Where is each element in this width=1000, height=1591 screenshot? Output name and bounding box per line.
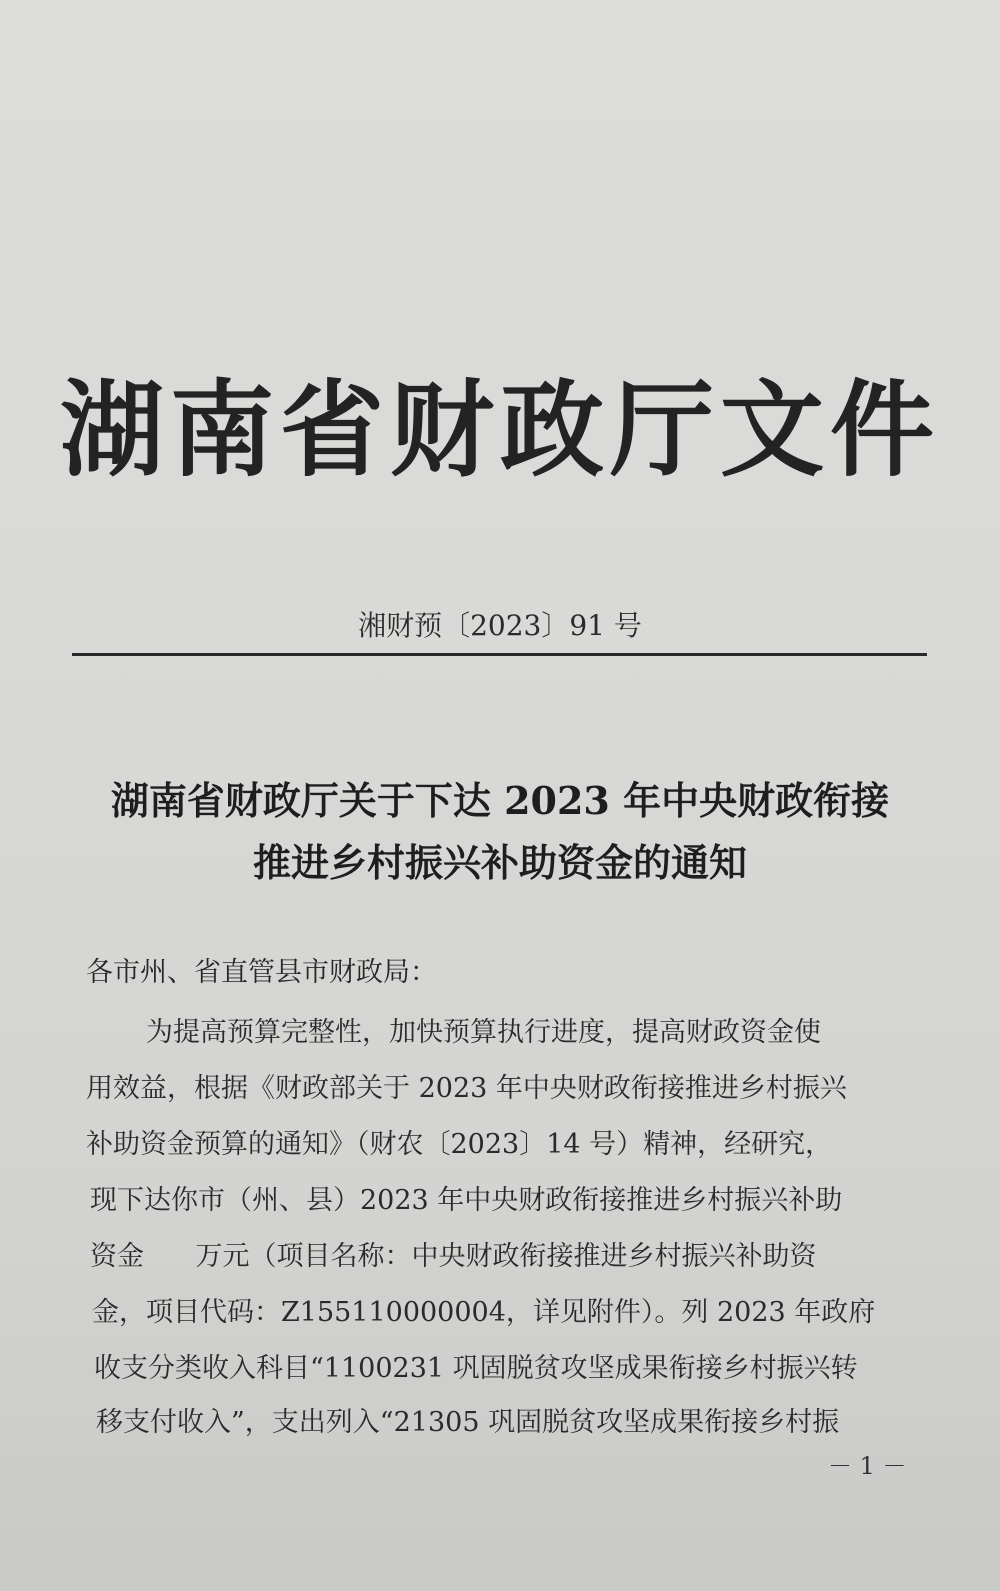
body-line: 资金 万元（项目名称：中央财政衔接推进乡村振兴补助资 <box>90 1241 817 1272</box>
body-line: 为提高预算完整性，加快预算执行进度，提高财政资金使 <box>146 1017 821 1048</box>
addressee: 各市州、省直管县市财政局： <box>86 957 437 988</box>
body-line: 金，项目代码：Z155110000004，详见附件）。列 2023 年政府 <box>92 1297 876 1328</box>
page-number: － 1 － <box>828 1452 907 1480</box>
body-line: 收支分类收入科目“1100231 巩固脱贫攻坚成果衔接乡村振兴转 <box>94 1353 858 1384</box>
body-line: 补助资金预算的通知》（财农〔2023〕14 号）精神，经研究， <box>86 1129 833 1160</box>
body-line: 移支付收入”，支出列入“21305 巩固脱贫攻坚成果衔接乡村振 <box>96 1407 840 1438</box>
body-line: 用效益，根据《财政部关于 2023 年中央财政衔接推进乡村振兴 <box>86 1073 847 1104</box>
header-divider <box>72 653 927 656</box>
notice-title-line-2: 推进乡村振兴补助资金的通知 <box>252 840 747 885</box>
document-header-title: 湖南省财政厅文件 <box>59 368 940 491</box>
notice-title-line-1: 湖南省财政厅关于下达 2023 年中央财政衔接 <box>110 778 890 823</box>
notice-title <box>0 770 1000 894</box>
body-line: 现下达你市（州、县）2023 年中央财政衔接推进乡村振兴补助 <box>90 1185 843 1216</box>
document-number: 湘财预〔2023〕91 号 <box>358 609 642 642</box>
